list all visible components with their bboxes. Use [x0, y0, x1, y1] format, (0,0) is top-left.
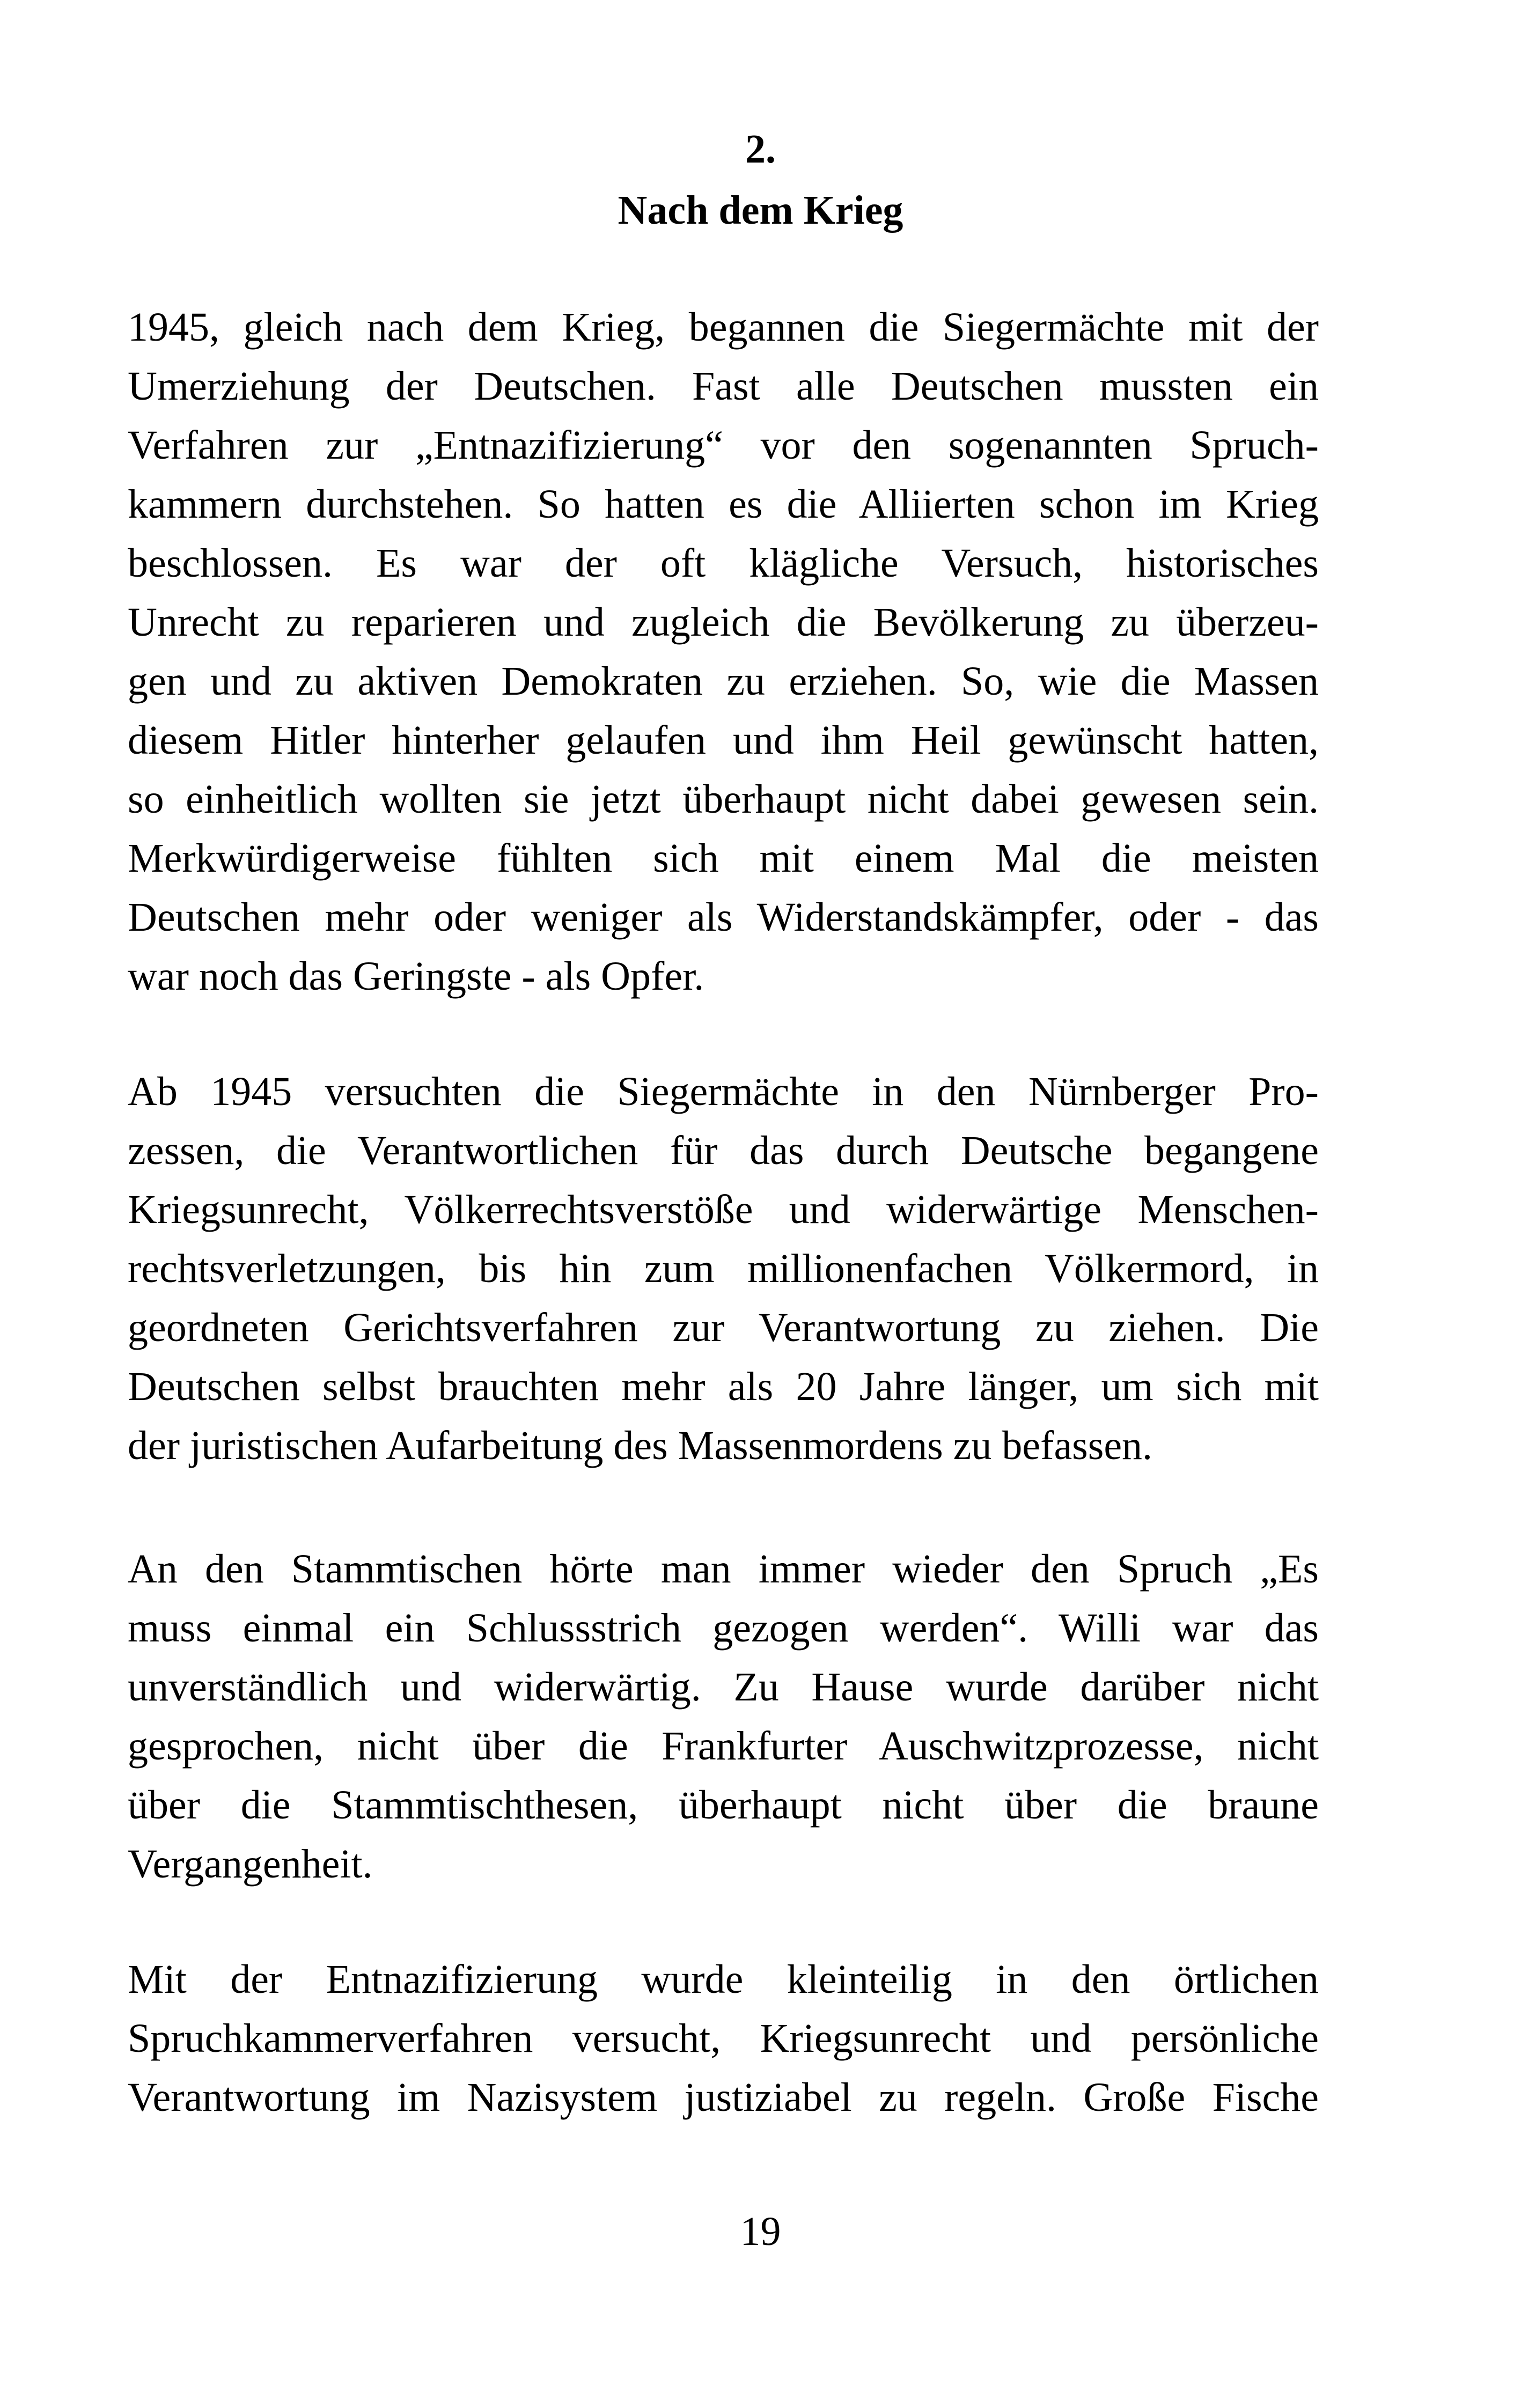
text-line: Kriegsunrecht, Völkerrechtsverstöße und widerwärtige Menschen- [128, 1187, 1319, 1232]
text-line: zessen, die Verantwortlichen für das durch Deutsche begangene [128, 1128, 1319, 1173]
text-line: der juristischen Aufarbeitung des Massenmordens zu befassen. [128, 1423, 1153, 1468]
text-line: gen und zu aktiven Demokraten zu erziehen. So, wie die Massen [128, 659, 1319, 704]
text-line: Deutschen selbst brauchten mehr als 20 Jahre länger, um sich mit [128, 1364, 1319, 1409]
text-line: Vergangenheit. [128, 1842, 373, 1887]
text-line: gesprochen, nicht über die Frankfurter Auschwitzprozesse, nicht [128, 1724, 1319, 1769]
paragraph [128, 298, 1319, 1006]
text-line: Ab 1945 versuchten die Siegermächte in den Nürnberger Pro- [128, 1069, 1319, 1114]
text-line: über die Stammtischthesen, überhaupt nicht über die braune [128, 1783, 1319, 1828]
text-line: An den Stammtischen hörte man immer wieder den Spruch „Es [128, 1547, 1319, 1592]
text-line: unverständlich und widerwärtig. Zu Hause wurde darüber nicht [128, 1665, 1319, 1710]
text-line: 1945, gleich nach dem Krieg, begannen die Siegermächte mit der [128, 305, 1319, 350]
text-line: rechtsverletzungen, bis hin zum millionenfachen Völkermord, in [128, 1246, 1319, 1291]
text-line: Verantwortung im Nazisystem justiziabel zu regeln. Große Fische [128, 2075, 1319, 2120]
text-line: beschlossen. Es war der oft klägliche Versuch, historisches [128, 541, 1319, 586]
paragraph [128, 1540, 1319, 1894]
text-line: Deutschen mehr oder weniger als Widerstandskämpfer, oder - das [128, 895, 1319, 940]
text-line: Spruchkammerverfahren versucht, Kriegsunrecht und persönliche [128, 2016, 1319, 2061]
text-line: so einheitlich wollten sie jetzt überhaupt nicht dabei gewesen sein. [128, 777, 1319, 822]
chapter-number: 2. [745, 127, 776, 172]
text-line: muss einmal ein Schlussstrich gezogen werden“. Willi war das [128, 1606, 1319, 1651]
paragraph [128, 1950, 1319, 2127]
text-line: kammern durchstehen. So hatten es die Alliierten schon im Krieg [128, 482, 1319, 527]
text-line: Verfahren zur „Entnazifizierung“ vor den sogenannten Spruch- [128, 423, 1319, 468]
text-line: war noch das Geringste - als Opfer. [128, 954, 704, 999]
text-line: Merkwürdigerweise fühlten sich mit einem Mal die meisten [128, 836, 1319, 881]
page-number: 19 [740, 2209, 781, 2254]
chapter-title: Nach dem Krieg [618, 188, 903, 233]
text-line: Umerziehung der Deutschen. Fast alle Deutschen mussten ein [128, 364, 1319, 409]
text-line: Unrecht zu reparieren und zugleich die Bevölkerung zu überzeu- [128, 600, 1319, 645]
text-line: geordneten Gerichtsverfahren zur Verantwortung zu ziehen. Die [128, 1305, 1319, 1350]
text-line: diesem Hitler hinterher gelaufen und ihm Heil gewünscht hatten, [128, 718, 1319, 763]
paragraph [128, 1062, 1319, 1475]
text-line: Mit der Entnazifizierung wurde kleinteilig in den örtlichen [128, 1957, 1319, 2002]
